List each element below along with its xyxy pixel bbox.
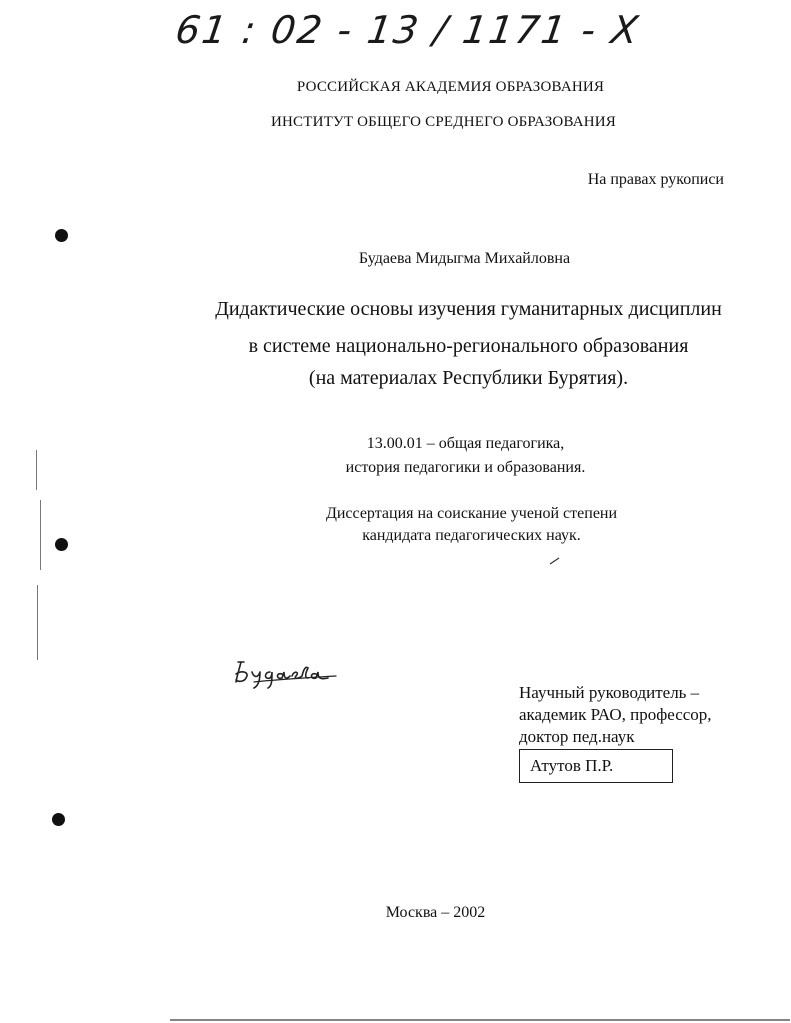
scan-margin-line <box>36 450 37 490</box>
specialty-line-1: 13.00.01 – общая педагогика, <box>366 435 565 452</box>
rights-note: На правах рукописи <box>587 171 724 188</box>
handwritten-archive-code: 61 : 02 - 13 / 1171 - X <box>172 8 643 52</box>
supervisor-block <box>519 682 712 748</box>
punch-hole-top <box>55 229 68 242</box>
organization-line-2: ИНСТИТУТ ОБЩЕГО СРЕДНЕГО ОБРАЗОВАНИЯ <box>270 114 617 130</box>
title-line-1: Дидактические основы изучения гуманитарных дисциплин <box>215 298 722 320</box>
city-year: Москва – 2002 <box>385 904 486 921</box>
specialty-line-2: история педагогики и образования. <box>345 459 586 476</box>
handwritten-signature <box>232 654 342 690</box>
scan-margin-line <box>40 500 41 570</box>
punch-hole-middle <box>55 538 68 551</box>
title-line-2: в системе национально-регионального образования <box>248 335 689 357</box>
author-name: Будаева Мидыгма Михайловна <box>358 250 571 267</box>
supervisor-line-2: академик РАО, профессор, <box>519 705 712 724</box>
organization-line-1: РОССИЙСКАЯ АКАДЕМИЯ ОБРАЗОВАНИЯ <box>296 79 605 95</box>
supervisor-line-3: доктор пед.наук <box>519 727 635 746</box>
pen-mark <box>549 556 561 566</box>
title-line-3: (на материалах Республики Бурятия). <box>308 367 629 389</box>
thesis-line-2: кандидата педагогических наук. <box>362 527 581 544</box>
supervisor-line-1: Научный руководитель – <box>519 683 700 702</box>
scan-margin-line <box>37 585 38 660</box>
supervisor-name-box: Атутов П.Р. <box>519 749 673 783</box>
thesis-line-1: Диссертация на соискание ученой степени <box>325 505 618 522</box>
punch-hole-bottom <box>52 813 65 826</box>
scan-bottom-edge <box>170 1019 790 1021</box>
